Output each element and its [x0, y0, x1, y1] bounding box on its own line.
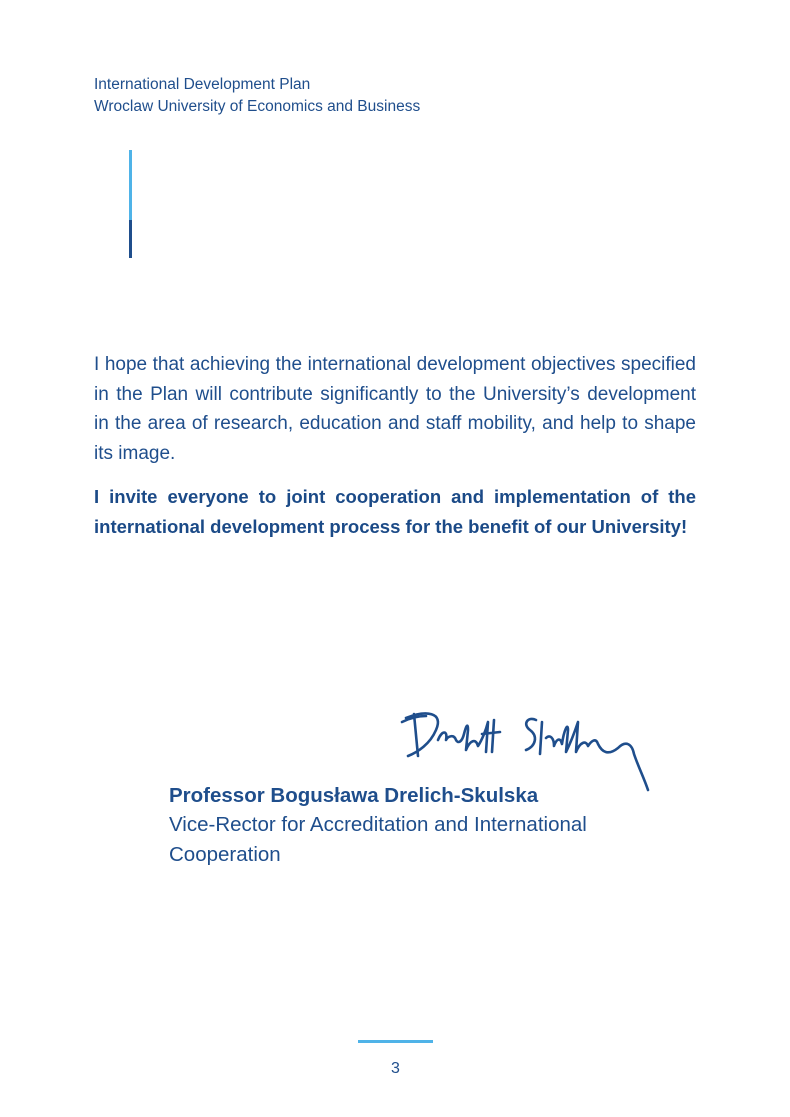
accent-bar-light [129, 150, 132, 220]
signer-role: Vice-Rector for Accreditation and International Cooperation [169, 813, 587, 866]
header-plan-title: International Development Plan [94, 76, 311, 93]
document-header [94, 74, 420, 118]
accent-bar-dark [129, 220, 132, 258]
page-number: 3 [391, 1060, 400, 1077]
body-paragraph: I hope that achieving the international development objectives specified in the Plan will contribute significantly to the University’s development in the area of research, education and staff mobility, and help to shape its image. [94, 354, 696, 464]
signer-name: Professor Bogusława Drelich-Skulska [169, 784, 539, 807]
accent-bar [129, 150, 132, 258]
signer-block [169, 782, 649, 870]
header-university-name: Wroclaw University of Economics and Business [94, 98, 421, 115]
footer-divider [358, 1040, 433, 1043]
invitation-paragraph: I invite everyone to joint cooperation and implementation of the international development process for the benefit of our University! [94, 486, 696, 537]
letter-body [94, 350, 696, 541]
